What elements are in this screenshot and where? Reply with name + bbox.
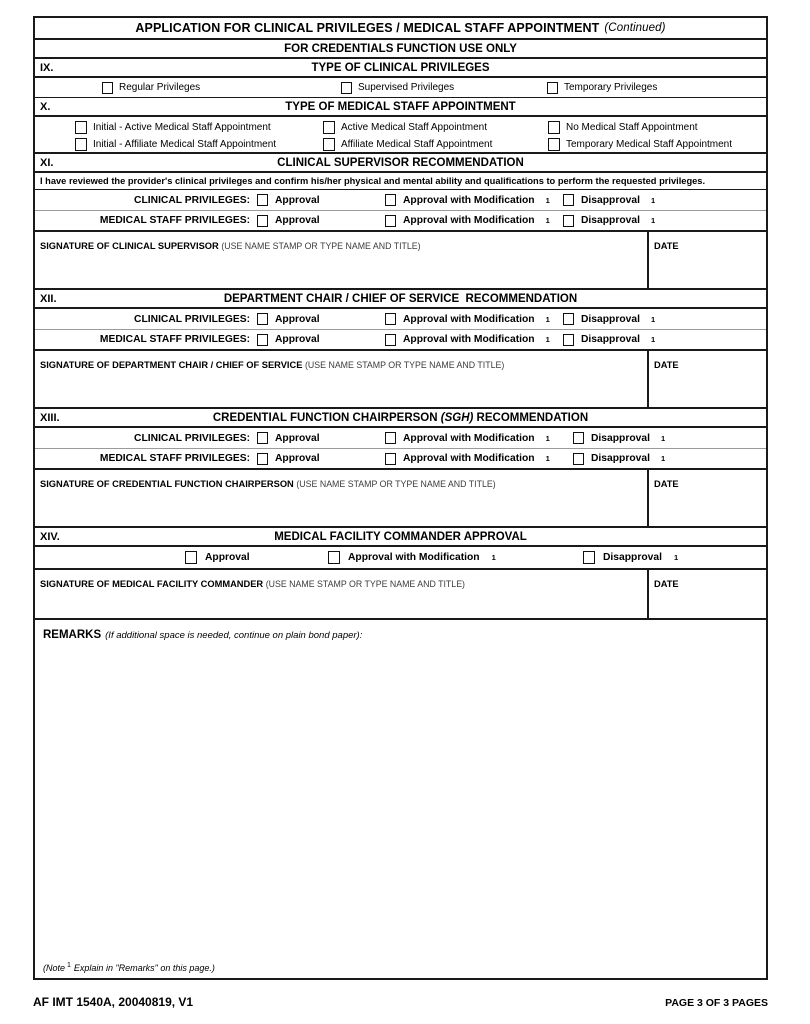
checkbox-label: Approval	[205, 552, 250, 563]
form-title-bar	[35, 18, 766, 40]
xiii-clinical-privileges-row	[35, 428, 766, 449]
signature-hint-text: (USE NAME STAMP OR TYPE NAME AND TITLE)	[296, 479, 496, 489]
xiv-date-label: DATE	[654, 579, 679, 589]
checkbox-active-appointment[interactable]	[323, 121, 487, 134]
section-xiv-title: MEDICAL FACILITY COMMANDER APPROVAL	[274, 530, 527, 543]
section-xiii-header	[35, 409, 766, 428]
xiii-signature-label	[40, 479, 496, 489]
supervisor-attestation-statement	[35, 173, 766, 190]
checkbox-box-icon[interactable]	[323, 121, 335, 134]
checkbox-label: Approval	[275, 194, 320, 206]
xi-signature-row	[35, 232, 766, 290]
xii-clinical-disapproval-checkbox[interactable]	[563, 313, 655, 325]
xiii-staff-disapproval-checkbox[interactable]	[573, 453, 665, 465]
xii-clinical-approval-checkbox[interactable]	[257, 313, 320, 325]
xi-staff-approval-mod-checkbox[interactable]	[385, 215, 550, 227]
checkbox-label: Approval with Modification	[348, 552, 480, 563]
checkbox-box-icon[interactable]	[548, 121, 560, 134]
signature-hint-text: (USE NAME STAMP OR TYPE NAME AND TITLE)	[265, 579, 465, 589]
xiv-disapproval-checkbox[interactable]	[583, 551, 678, 564]
footnote-marker: 1	[545, 216, 550, 225]
signature-hint-text: (USE NAME STAMP OR TYPE NAME AND TITLE)	[221, 241, 421, 251]
checkbox-box-icon[interactable]	[385, 334, 396, 346]
checkbox-initial-active-appointment[interactable]	[75, 121, 271, 134]
footnote-marker: 1	[660, 433, 666, 443]
checkbox-box-icon[interactable]	[563, 194, 574, 206]
checkbox-box-icon[interactable]	[563, 215, 574, 227]
remarks-heading-text: REMARKS	[43, 629, 102, 641]
footnote-marker: 1	[673, 553, 679, 562]
checkbox-label: Approval with Modification	[403, 432, 535, 444]
xii-medical-staff-privileges-label: MEDICAL STAFF PRIVILEGES:	[99, 334, 250, 345]
section-xii-numeral: XII.	[40, 292, 57, 305]
xii-signature-label	[40, 360, 504, 370]
checkbox-label: Disapproval	[581, 194, 640, 206]
footnote-prefix: (Note	[43, 963, 66, 973]
xi-staff-disapproval-checkbox[interactable]	[563, 215, 655, 227]
checkbox-temporary-privileges[interactable]	[547, 82, 657, 94]
checkbox-label: Approval	[275, 432, 320, 444]
credentials-use-only-bar	[35, 40, 766, 59]
checkbox-box-icon[interactable]	[257, 194, 268, 206]
xiv-approval-checkbox[interactable]	[185, 551, 250, 564]
footnote-marker: 1	[650, 195, 656, 205]
checkbox-box-icon[interactable]	[563, 334, 574, 346]
signature-label-text: SIGNATURE OF MEDICAL FACILITY COMMANDER	[40, 579, 264, 589]
checkbox-box-icon[interactable]	[563, 313, 574, 325]
xiii-signature-row	[35, 470, 766, 528]
xiv-date-field[interactable]	[649, 570, 766, 618]
checkbox-box-icon[interactable]	[185, 551, 197, 564]
checkbox-label: Supervised Privileges	[358, 82, 455, 93]
medical-staff-appointment-options	[35, 117, 766, 154]
checkbox-supervised-privileges[interactable]	[341, 82, 454, 94]
xii-staff-approval-mod-checkbox[interactable]	[385, 334, 550, 346]
xiii-clinical-approval-mod-checkbox[interactable]	[385, 432, 550, 444]
footnote-marker: 1	[491, 553, 496, 562]
checkbox-label: Disapproval	[581, 313, 640, 325]
checkbox-label: No Medical Staff Appointment	[566, 122, 698, 133]
checkbox-box-icon[interactable]	[573, 432, 584, 444]
xiii-clinical-disapproval-checkbox[interactable]	[573, 432, 665, 444]
checkbox-box-icon[interactable]	[257, 313, 268, 325]
checkbox-label: Disapproval	[603, 552, 662, 563]
footnote-marker: 1	[67, 962, 71, 969]
section-xiii-title	[35, 412, 766, 424]
section-xiii-title-part2: RECOMMENDATION	[473, 411, 589, 424]
section-xii-header	[35, 290, 766, 309]
checkbox-box-icon[interactable]	[385, 215, 396, 227]
checkbox-label: Affiliate Medical Staff Appointment	[341, 139, 493, 150]
section-x-title: TYPE OF MEDICAL STAFF APPOINTMENT	[285, 100, 516, 113]
xii-staff-disapproval-checkbox[interactable]	[563, 334, 655, 346]
xiii-date-label: DATE	[654, 479, 679, 489]
xiii-clinical-approval-checkbox[interactable]	[257, 432, 320, 444]
checkbox-temporary-appointment[interactable]	[548, 138, 732, 151]
section-ix-title: TYPE OF CLINICAL PRIVILEGES	[311, 61, 490, 74]
xii-signature-field[interactable]	[35, 351, 649, 407]
checkbox-box-icon[interactable]	[573, 453, 584, 465]
section-ix-numeral: IX.	[40, 61, 54, 74]
footnote-note	[43, 962, 215, 973]
page-number: PAGE 3 OF 3 PAGES	[665, 997, 768, 1009]
signature-label-text: SIGNATURE OF DEPARTMENT CHAIR / CHIEF OF SERVICE	[40, 360, 303, 370]
xiii-staff-approval-checkbox[interactable]	[257, 453, 320, 465]
checkbox-box-icon[interactable]	[341, 82, 352, 94]
checkbox-label: Disapproval	[581, 334, 640, 345]
attestation-text: I have reviewed the provider's clinical privileges and confirm his/her physical and mental ability and qualifications to perform the requested privileges.	[40, 176, 706, 186]
section-xi-title: CLINICAL SUPERVISOR RECOMMENDATION	[277, 156, 524, 169]
checkbox-label: Approval with Modification	[403, 194, 535, 206]
xii-signature-row	[35, 351, 766, 409]
xi-clinical-privileges-label: CLINICAL PRIVILEGES:	[134, 194, 250, 206]
xi-medical-staff-privileges-label: MEDICAL STAFF PRIVILEGES:	[99, 215, 250, 226]
xiv-signature-label	[40, 579, 465, 589]
xiv-approval-mod-checkbox[interactable]	[328, 551, 496, 564]
checkbox-box-icon[interactable]	[257, 432, 268, 444]
checkbox-box-icon[interactable]	[102, 82, 113, 94]
remarks-hint-text: (If additional space is needed, continue on plain bond paper):	[105, 630, 363, 641]
footnote-marker: 1	[650, 314, 656, 324]
checkbox-no-appointment[interactable]	[548, 121, 698, 134]
footnote-marker: 1	[545, 195, 550, 205]
xii-medical-staff-privileges-row	[35, 330, 766, 351]
checkbox-label: Disapproval	[591, 453, 650, 464]
section-xiv-header	[35, 528, 766, 547]
checkbox-label: Approval with Modification	[403, 313, 535, 325]
page-footer	[33, 995, 768, 1009]
footnote-marker: 1	[650, 216, 656, 225]
xiii-medical-staff-privileges-label: MEDICAL STAFF PRIVILEGES:	[99, 453, 250, 464]
footnote-text: Explain in "Remarks" on this page.)	[73, 963, 215, 973]
checkbox-label: Approval with Modification	[403, 215, 535, 226]
xiii-clinical-privileges-label: CLINICAL PRIVILEGES:	[134, 432, 250, 444]
xii-clinical-privileges-row	[35, 309, 766, 330]
credentials-use-only-label: FOR CREDENTIALS FUNCTION USE ONLY	[284, 42, 517, 55]
footnote-marker: 1	[545, 314, 550, 324]
form-title-continued: (Continued)	[604, 22, 666, 34]
checkbox-box-icon[interactable]	[328, 551, 340, 564]
checkbox-label: Approval	[275, 453, 320, 464]
section-x-header	[35, 98, 766, 117]
clinical-privileges-options-row	[35, 78, 766, 98]
section-xiii-title-part1: CREDENTIAL FUNCTION CHAIRPERSON	[212, 411, 441, 424]
checkbox-box-icon[interactable]	[75, 138, 87, 151]
xi-staff-approval-checkbox[interactable]	[257, 215, 320, 227]
section-xi-numeral: XI.	[40, 156, 54, 169]
checkbox-label: Disapproval	[591, 432, 650, 444]
xiii-medical-staff-privileges-row	[35, 449, 766, 470]
checkbox-label: Approval with Modification	[403, 453, 535, 464]
xii-clinical-approval-mod-checkbox[interactable]	[385, 313, 550, 325]
xiv-approval-row	[35, 547, 766, 570]
signature-label-text: SIGNATURE OF CLINICAL SUPERVISOR	[40, 241, 219, 251]
section-xii-title: DEPARTMENT CHAIR / CHIEF OF SERVICE RECOMMENDATION	[223, 292, 578, 305]
checkbox-label: Approval with Modification	[403, 334, 535, 345]
form-frame	[33, 16, 768, 980]
remarks-section[interactable]	[35, 620, 766, 980]
checkbox-box-icon[interactable]	[257, 215, 268, 227]
xi-medical-staff-privileges-row	[35, 211, 766, 232]
checkbox-box-icon[interactable]	[75, 121, 87, 134]
checkbox-box-icon[interactable]	[548, 138, 560, 151]
xiv-signature-row	[35, 570, 766, 620]
form-page	[33, 16, 768, 980]
checkbox-label: Initial - Active Medical Staff Appointment	[93, 122, 271, 133]
xi-date-field[interactable]	[649, 232, 766, 288]
xii-date-label: DATE	[654, 360, 679, 370]
checkbox-label: Approval	[275, 313, 320, 325]
checkbox-label: Active Medical Staff Appointment	[341, 122, 488, 133]
xii-date-field[interactable]	[649, 351, 766, 407]
checkbox-label: Initial - Affiliate Medical Staff Appointment	[93, 139, 277, 150]
checkbox-label: Approval	[275, 334, 320, 345]
xi-signature-field[interactable]	[35, 232, 649, 288]
xii-clinical-privileges-label: CLINICAL PRIVILEGES:	[134, 313, 250, 325]
form-title: APPLICATION FOR CLINICAL PRIVILEGES / MEDICAL STAFF APPOINTMENT	[135, 21, 600, 35]
checkbox-label: Approval	[275, 215, 320, 226]
checkbox-label: Temporary Privileges	[564, 82, 658, 93]
checkbox-box-icon[interactable]	[385, 432, 396, 444]
section-xiii-numeral: XIII.	[40, 411, 60, 424]
form-identifier: AF IMT 1540A, 20040819, V1	[33, 995, 194, 1009]
footnote-marker: 1	[650, 335, 656, 344]
section-ix-header	[35, 59, 766, 78]
checkbox-box-icon[interactable]	[583, 551, 595, 564]
checkbox-label: Temporary Medical Staff Appointment	[566, 139, 733, 150]
checkbox-box-icon[interactable]	[323, 138, 335, 151]
xii-staff-approval-checkbox[interactable]	[257, 334, 320, 346]
section-xi-header	[35, 154, 766, 173]
section-x-numeral: X.	[40, 100, 51, 113]
xi-clinical-approval-checkbox[interactable]	[257, 194, 320, 206]
checkbox-affiliate-appointment[interactable]	[323, 138, 492, 151]
signature-label-text: SIGNATURE OF CREDENTIAL FUNCTION CHAIRPERSON	[40, 479, 294, 489]
xiii-signature-field[interactable]	[35, 470, 649, 526]
checkbox-regular-privileges[interactable]	[102, 82, 200, 94]
footnote-marker: 1	[545, 454, 550, 463]
checkbox-box-icon[interactable]	[257, 453, 268, 465]
xiv-signature-field[interactable]	[35, 570, 649, 618]
xi-clinical-privileges-row	[35, 190, 766, 211]
xi-date-label: DATE	[654, 241, 679, 251]
checkbox-box-icon[interactable]	[547, 82, 558, 94]
signature-hint-text: (USE NAME STAMP OR TYPE NAME AND TITLE)	[305, 360, 505, 370]
checkbox-initial-affiliate-appointment[interactable]	[75, 138, 276, 151]
checkbox-label: Regular Privileges	[119, 82, 201, 93]
xiii-date-field[interactable]	[649, 470, 766, 526]
checkbox-box-icon[interactable]	[385, 313, 396, 325]
checkbox-box-icon[interactable]	[385, 194, 396, 206]
section-xiv-numeral: XIV.	[40, 530, 60, 543]
footnote-marker: 1	[545, 433, 550, 443]
xi-signature-label	[40, 241, 421, 251]
checkbox-box-icon[interactable]	[257, 334, 268, 346]
footnote-marker: 1	[660, 454, 666, 463]
section-xiii-title-sgh: (SGH)	[440, 411, 474, 424]
footnote-marker: 1	[545, 335, 550, 344]
xi-clinical-disapproval-checkbox[interactable]	[563, 194, 655, 206]
checkbox-box-icon[interactable]	[385, 453, 396, 465]
xi-clinical-approval-mod-checkbox[interactable]	[385, 194, 550, 206]
remarks-heading	[43, 629, 362, 641]
xiii-staff-approval-mod-checkbox[interactable]	[385, 453, 550, 465]
checkbox-label: Disapproval	[581, 215, 640, 226]
